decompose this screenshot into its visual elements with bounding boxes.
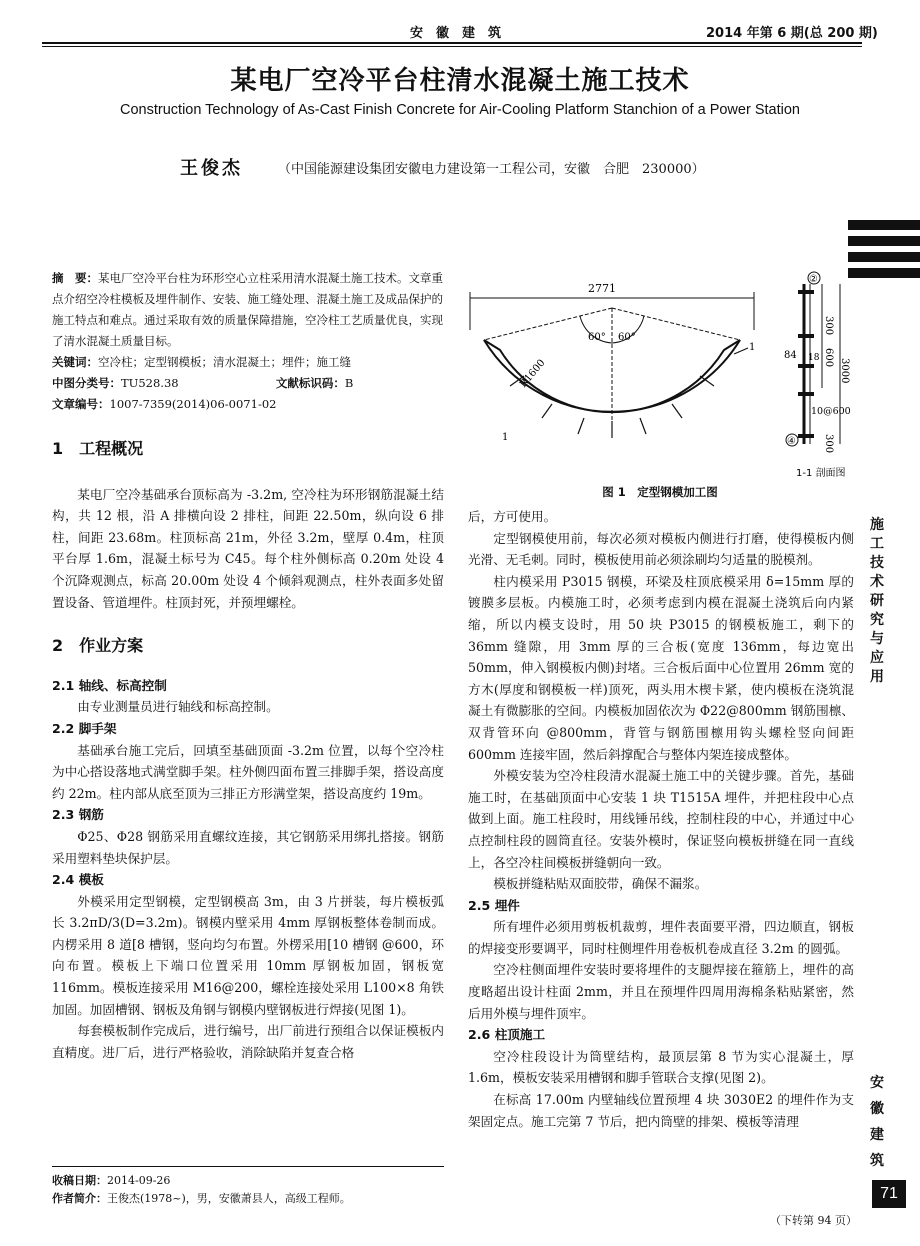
section-2-4-heading: 2.4 模板 [52, 872, 104, 888]
section-2-4-paragraph: 外模采用定型钢模，定型钢模高 3m，由 3 片拼装，每片模板弧长 3.2πD/3(D=3.2m)。钢模内壁采用 4mm 厚钢板整体卷制而成。内楞采用 8 道[8 槽钢，竖向均匀布置。外楞采用[10 槽钢 @600，环向布置。模板上下端口位置采用 10mm 厚钢板加固，钢板宽 116mm。模板连接采用 M16@200，螺栓连接处采用 L100×8 角铁加固。加固槽钢、钢板及角钢与钢模内壁钢板进行焊接(见图 1)。 [52, 893, 444, 1017]
article-number-label: 文章编号： [52, 397, 110, 411]
section-1-1-drawing [784, 272, 851, 479]
right-paragraph-0: 后，方可使用。 [468, 509, 557, 524]
section-1-1-label: 1-1 剖面图 [796, 468, 846, 479]
radius-label: R1600 [517, 357, 548, 390]
keywords-label: 关键词： [52, 355, 98, 369]
category-vertical-label: 施工技术研究与应用 [870, 517, 884, 685]
figure-1-caption: 图 1 定型钢模加工图 [602, 485, 718, 499]
abstract-label: 摘 要： [52, 271, 98, 285]
right-column [468, 506, 854, 1132]
section-2-5-heading: 2.5 埋件 [468, 897, 520, 913]
clc-label: 中图分类号： [52, 376, 121, 390]
right-paragraph-4: 模板拼缝粘贴双面胶带，确保不漏浆。 [493, 876, 708, 892]
section-2-1-paragraph: 由专业测量员进行轴线和标高控制。 [77, 699, 279, 715]
classification-line [52, 373, 444, 394]
dim-600-label: 600 [823, 348, 834, 368]
angle-label-left: 60° [588, 332, 606, 343]
journal-vertical-label: 安徽建筑 [870, 1075, 884, 1169]
header-rule-thin [42, 46, 862, 47]
angle-label-right: 60° [618, 332, 636, 343]
author-bio: 王俊杰(1978~)，男，安徽萧县人，高级工程师。 [107, 1192, 351, 1205]
dim-width-label: 2771 [588, 282, 616, 295]
section-2-4-paragraph-2: 每套模板制作完成后，进行编号，出厂前进行预组合以保证模板内直精度。进厂后，进行严格验收，消除缺陷并复查合格 [52, 1023, 444, 1060]
section-mark-left: 1 [502, 432, 509, 443]
dim-10at600-label: 10@600 [811, 406, 851, 417]
section-1-heading: 1 工程概况 [52, 439, 144, 458]
paper-title: 某电厂空冷平台柱清水混凝土施工技术 [230, 66, 690, 96]
article-number-value: 1007-7359(2014)06-0071-02 [109, 397, 277, 411]
section-2-3-paragraph: Φ25、Φ28 钢筋采用直螺纹连接，其它钢筋采用绑扎搭接。钢筋采用塑料垫块保护层。 [52, 828, 444, 866]
abstract-block [52, 268, 444, 415]
left-column [52, 438, 444, 1063]
author-name: 王俊杰 [180, 158, 243, 179]
received-label: 收稿日期： [52, 1174, 107, 1187]
section-2-5-paragraph-1: 所有埋件必须用剪板机裁剪，埋件表面要平滑，四边顺直，钢板的焊接变形要调平，同时柱侧埋件用卷板机卷成直径 3.2m 的圆弧。 [468, 919, 854, 956]
section-1-paragraph: 某电厂空冷基础承台顶标高为 -3.2m, 空冷柱为环形钢筋混凝土结构，共 12 根，沿 A 排横向设 2 排柱，间距 22.50m，纵向设 6 排柱，间距 23.68m。柱顶标高 21m，外径 3.2m，壁厚 0.4m，柱顶平台厚 1.6m，混凝土标号为 C45。每个柱外侧标高 0.20m 处设 4 个沉降观测点，标高 20.00m 处设 4 个倾斜观测点，柱外表面多处留置设备、管道埋件。柱顶封死，并预埋螺栓。 [52, 486, 444, 610]
footnote-rule [52, 1166, 444, 1167]
section-2-2-heading: 2.2 脚手架 [52, 720, 117, 736]
continued-note: （下转第 94 页） [770, 1214, 857, 1227]
journal-name: 安 徽 建 筑 [410, 26, 502, 41]
header-rule [42, 42, 862, 44]
article-number-line [52, 394, 444, 415]
keywords-text: 空冷柱；定型钢模板；清水混凝土；埋件；施工缝 [98, 355, 351, 369]
received-date: 2014-09-26 [107, 1174, 171, 1187]
dim-18-label: 18 [808, 353, 820, 363]
section-mark-line-right [734, 348, 748, 354]
section-2-2-paragraph: 基础承台施工完后，回填至基础顶面 -3.2m 位置，以每个空冷柱为中心搭设落地式满堂脚手架。柱外侧四面布置三排脚手架，搭设高度约 22m。柱内部从底至顶为三排正方形满堂架，搭设高度约 19m。 [52, 742, 444, 801]
author-bio-label: 作者简介： [52, 1192, 107, 1205]
doc-code-label: 文献标识码： [275, 376, 345, 390]
circle-mark-2: ② [809, 274, 818, 285]
circle-mark-4: ④ [787, 436, 796, 447]
keywords-line [52, 352, 444, 373]
right-paragraph-3: 外模安装为空冷柱段清水混凝土施工中的关键步骤。首先，基础施工时，在基础顶面中心安装 1 块 T1515A 埋件，并把柱段中心点做到上面。施工柱段时，用线锤吊线，控制柱段的中心，并通过中心点控制柱段的圆筒直径。安装外模时，保证竖向模板拼缝在同一直线上，各空冷柱间模板拼缝朝向一致。 [468, 768, 854, 870]
section-2-1-heading: 2.1 轴线、标高控制 [52, 677, 167, 693]
right-paragraph-2: 柱内模采用 P3015 钢模，环梁及柱顶底模采用 δ=15mm 厚的镀膜多层板。内模施工时，必须考虑到内模在混凝土浇筑后向内紧缩，所以内模支设时，用 50 块 P3015 的钢模板施工，剩下的 36mm 缝隙，用 3mm 厚的三合板(宽度 136mm，每边宽出 50mm，伸入钢模板内侧)封堵。三合板后面中心位置用 26mm 宽的方木(厚度和钢模板一样)顶死，两头用木楔卡紧，使内模板在浇筑混凝土有微膨胀的空间。内模板加固依次为 Φ22@800mm 钢筋围檩、双背管环向 @800mm，背管与钢筋围檩用钩头螺栓竖向间距 600mm 连接牢固，然后斜撑配合与整体内架连接成整体。 [468, 573, 854, 762]
section-2-6-heading: 2.6 柱顶施工 [468, 1027, 546, 1043]
footnote-block [52, 1172, 444, 1208]
page-number: 71 [872, 1180, 906, 1208]
clc-value: TU528.38 [121, 376, 179, 390]
abstract-text: 某电厂空冷平台柱为环形空心立柱采用清水混凝土施工技术。文章重点介绍空冷柱模板及埋件制作、安装、施工缝处理、混凝土施工及成品保护的施工特点和难点。通过采取有效的质量保障措施，空冷柱工艺质量优良，实现了清水混凝土质量目标。 [52, 271, 443, 348]
dim-300b-label: 300 [823, 434, 834, 454]
right-paragraph-1: 定型钢模使用前，每次必须对模板内侧进行打磨，使得模板内侧光滑、无毛刺。同时，模板使用前必须涂刷均匀适量的脱模剂。 [468, 530, 854, 568]
author-bio-line [52, 1190, 444, 1208]
section-mark-right: 1 [749, 342, 756, 353]
doc-code-value: B [344, 376, 354, 390]
author-affiliation: （中国能源建设集团安徽电力建设第一工程公司，安徽 合肥 230000） [278, 162, 705, 177]
figure-1-steel-formwork-drawing [462, 268, 862, 482]
section-2-5-paragraph-2: 空冷柱侧面埋件安装时要将埋件的支腿焊接在箍筋上，埋件的高度略超出设计柱面 2mm，并且在预埋件四周用海棉条粘贴紧密，然后用外模与埋件顶牢。 [468, 962, 854, 1021]
section-2-heading: 2 作业方案 [52, 636, 144, 656]
section-2-3-heading: 2.3 钢筋 [52, 807, 104, 823]
section-2-6-paragraph-2: 在标高 17.00m 内壁轴线位置预埋 4 块 3030E2 的埋件作为支架固定点。施工完第 7 节后，把内筒壁的排架、模板等清理 [468, 1092, 854, 1129]
dim-300-label: 300 [823, 316, 834, 336]
section-2-6-paragraph-1: 空冷柱段设计为筒壁结构，最顶层第 8 节为实心混凝土，厚 1.6m，模板安装采用槽钢和脚手管联合支撑(见图 2)。 [468, 1048, 854, 1086]
dim-84-label: 84 [784, 350, 797, 361]
issue-info: 2014 年第 6 期(总 200 期) [706, 26, 878, 41]
received-date-line [52, 1172, 444, 1190]
dim-3000-label: 3000 [839, 358, 850, 384]
paper-title-english: Construction Technology of As-Cast Finish Concrete for Air-Cooling Platform Stanchion of a Power Station [120, 102, 800, 118]
